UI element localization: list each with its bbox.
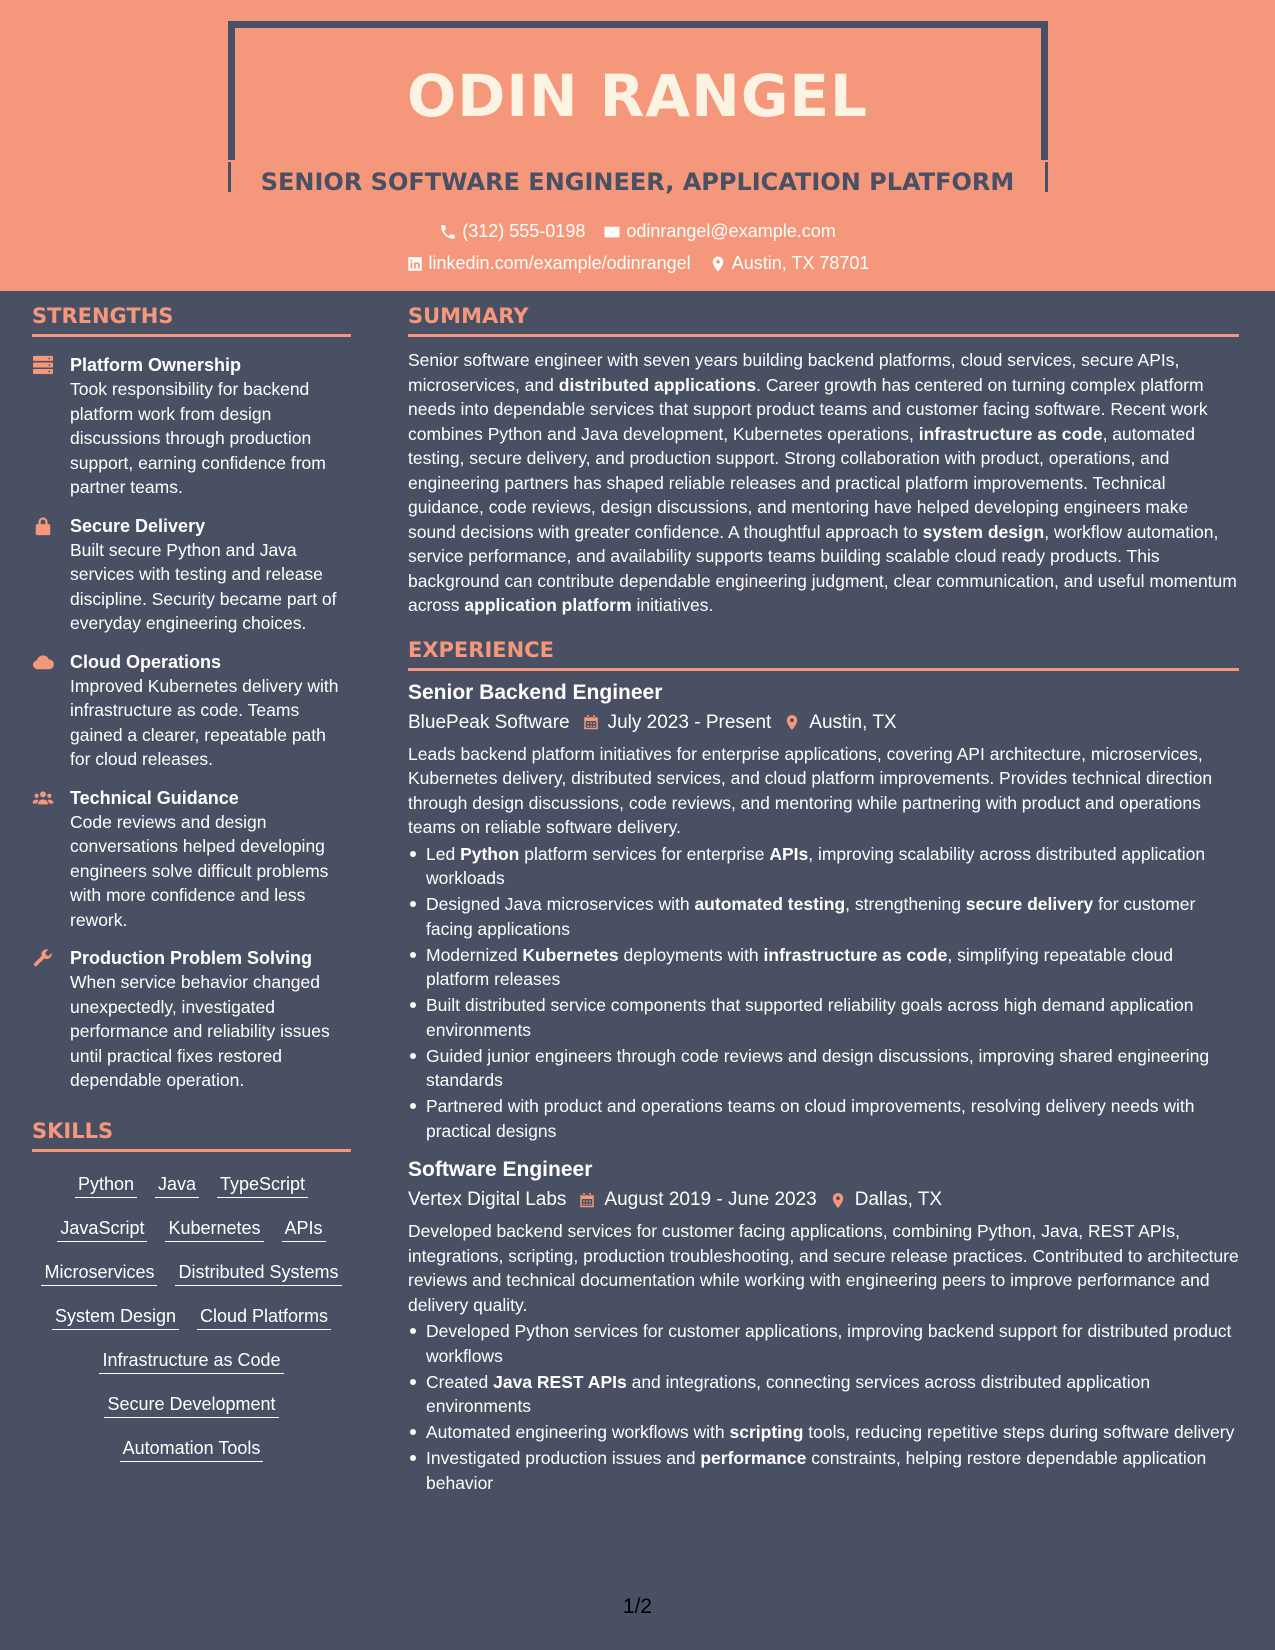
- map-pin-icon: [779, 713, 801, 732]
- summary-text: [408, 348, 1239, 618]
- skill-row: [32, 1260, 351, 1286]
- text-segment: . Career growth has centered on turning complex platform needs into dependable services that support product teams and customer facing software. Recent work combines Python and Java development, Kubernetes operations,: [408, 374, 1208, 444]
- strength-text: Built secure Python and Java services with testing and release discipline. Security became part of everyday engineering choices.: [70, 539, 337, 633]
- calendar-icon: [574, 1191, 596, 1210]
- skill-tag: Java: [155, 1172, 199, 1198]
- bold-text: infrastructure as code: [763, 944, 948, 965]
- skill-tag: Microservices: [41, 1260, 157, 1286]
- bold-text: Python: [460, 843, 520, 864]
- text-segment: platform services for enterprise: [519, 843, 770, 864]
- text-segment: Created: [426, 1371, 494, 1392]
- linkedin-contact[interactable]: [406, 253, 691, 274]
- strength-body: [70, 650, 351, 772]
- strength-body: [70, 514, 351, 636]
- location-contact: [709, 253, 870, 274]
- job-entry: [408, 680, 1239, 1144]
- skill-tag: Distributed Systems: [175, 1260, 341, 1286]
- email-text: odinrangel@example.com: [626, 221, 836, 241]
- linkedin-text: linkedin.com/example/odinrangel: [428, 253, 691, 273]
- text-segment: Automated engineering workflows with: [426, 1422, 730, 1442]
- phone-contact[interactable]: [439, 221, 585, 242]
- text-segment: tools, reducing repetitive steps during software delivery: [803, 1422, 1235, 1442]
- phone-text: (312) 555-0198: [462, 221, 586, 241]
- envelope-icon: [603, 223, 621, 241]
- email-contact[interactable]: [603, 221, 835, 242]
- strength-title: Platform Ownership: [70, 355, 242, 375]
- map-pin-icon: [825, 1191, 847, 1210]
- text-segment: and integrations, connecting services across distributed application environments: [426, 1371, 1151, 1416]
- text-segment: , improving scalability across distributed application workloads: [426, 843, 1206, 888]
- location-text: Austin, TX 78701: [731, 253, 870, 273]
- skill-tag: APIs: [282, 1216, 326, 1242]
- left-column: [32, 304, 351, 1480]
- job-role-title: Senior Backend Engineer: [408, 680, 663, 704]
- candidate-name: ODIN RANGEL: [406, 62, 869, 130]
- job-description: Leads backend platform initiatives for enterprise applications, covering API architecture, microservices, Kubernetes delivery, distributed services, and cloud platform improvements. Provides technical direction through design discussions, code reviews, and mentoring while partnering with product and operations teams on reliable software delivery.: [408, 743, 1213, 837]
- job-meta: [408, 712, 1239, 734]
- bullet-item: [408, 1370, 1239, 1419]
- bullet-item: [408, 1094, 1239, 1143]
- bold-text: system design: [922, 521, 1045, 542]
- skill-row: [32, 1436, 351, 1462]
- skill-tag: Cloud Platforms: [197, 1304, 331, 1330]
- job-description: Developed backend services for customer facing applications, combining Python, Java, REST APIs, integrations, scripting, production troubleshooting, and secure release practices. Contributed to architecture reviews and technical documentation while working with engineering peers to improve performance and delivery quality.: [408, 1221, 1239, 1315]
- skill-tag: Automation Tools: [120, 1436, 264, 1462]
- text-segment: Developed Python services for customer applications, improving backend support for distributed product workflows: [426, 1321, 1232, 1366]
- strength-title: Cloud Operations: [70, 651, 222, 672]
- map-pin-icon: [709, 255, 727, 273]
- skill-tag: Secure Development: [104, 1392, 278, 1418]
- calendar-icon: [578, 713, 600, 732]
- strength-text: When service behavior changed unexpectedly, investigated performance and reliability issues until practical fixes restored dependable operation.: [70, 972, 330, 1090]
- text-segment: Guided junior engineers through code reviews and design discussions, improving shared engineering standards: [426, 1045, 1210, 1090]
- bold-text: automated testing: [694, 894, 846, 914]
- server-icon: [32, 353, 70, 500]
- text-segment: Senior software engineer with seven years building backend platforms, cloud services, secure APIs, microservices, and: [408, 350, 1180, 395]
- job-bullets: [408, 1319, 1239, 1495]
- bullet-item: [408, 1044, 1239, 1093]
- bullet-item: [408, 993, 1239, 1042]
- skill-tag: Infrastructure as Code: [99, 1348, 283, 1374]
- cloud-icon: [32, 650, 70, 772]
- skill-tag: System Design: [52, 1304, 179, 1330]
- contact-row-2: [0, 253, 1275, 274]
- job-bullets: [408, 842, 1239, 1144]
- strength-item: [32, 786, 351, 933]
- bold-text: application platform: [464, 595, 632, 615]
- experience-list: [408, 680, 1239, 1496]
- bullet-item: [408, 892, 1239, 941]
- skill-tag: Python: [75, 1172, 137, 1198]
- strength-body: [70, 353, 351, 500]
- bullet-item: [408, 1319, 1239, 1368]
- text-segment: initiatives.: [631, 595, 714, 615]
- bold-text: APIs: [769, 843, 809, 864]
- job-role-title: Software Engineer: [408, 1158, 593, 1181]
- strength-item: [32, 353, 351, 500]
- job-dates: August 2019 - June 2023: [604, 1189, 817, 1210]
- header-band: [0, 0, 1275, 291]
- lock-icon: [32, 514, 70, 636]
- strength-item: [32, 514, 351, 636]
- strength-title: Secure Delivery: [70, 515, 206, 536]
- text-segment: Led: [426, 843, 461, 864]
- bold-text: secure delivery: [965, 894, 1094, 914]
- text-segment: Modernized: [426, 944, 523, 965]
- text-segment: deployments with: [618, 944, 764, 965]
- bold-text: scripting: [729, 1422, 804, 1442]
- phone-icon: [439, 223, 457, 241]
- job-company: BluePeak Software: [408, 711, 570, 733]
- bold-text: distributed applications: [558, 374, 757, 395]
- job-entry: [408, 1157, 1239, 1495]
- strength-text: Improved Kubernetes delivery with infrastructure as code. Teams gained a clearer, repeatable path for cloud releases.: [70, 675, 339, 769]
- job-title-heading: SENIOR SOFTWARE ENGINEER, APPLICATION PLATFORM: [260, 168, 1015, 196]
- page-number: 1/2: [622, 1595, 653, 1618]
- text-segment: Investigated production issues and: [426, 1448, 701, 1468]
- text-segment: Designed Java microservices with: [426, 894, 695, 914]
- skills-heading: SKILLS: [32, 1119, 351, 1152]
- bold-text: infrastructure as code: [918, 423, 1103, 444]
- summary-heading: SUMMARY: [408, 304, 1239, 337]
- skill-row: [32, 1172, 351, 1198]
- skill-row: [32, 1216, 351, 1242]
- bullet-item: [408, 1420, 1239, 1445]
- job-dates: July 2023 - Present: [607, 711, 772, 733]
- strengths-list: [32, 353, 351, 1093]
- skill-tag: TypeScript: [217, 1172, 308, 1198]
- job-meta: [408, 1189, 1239, 1211]
- skill-row: [32, 1304, 351, 1330]
- text-segment: for customer facing applications: [426, 894, 1196, 939]
- skill-row: [32, 1392, 351, 1418]
- job-company: Vertex Digital Labs: [408, 1189, 567, 1210]
- text-segment: , simplifying repeatable cloud platform releases: [426, 944, 1174, 989]
- job-location: Austin, TX: [809, 711, 897, 733]
- text-segment: , strengthening: [845, 894, 966, 914]
- strength-item: [32, 946, 351, 1093]
- wrench-icon: [32, 946, 70, 1093]
- right-column: [408, 304, 1239, 1497]
- bullet-item: [408, 943, 1239, 992]
- linkedin-icon: [406, 255, 424, 273]
- strength-text: Took responsibility for backend platform work from design discussions through production support, earning confidence from partner teams.: [70, 379, 326, 497]
- experience-heading: EXPERIENCE: [408, 638, 1239, 671]
- strength-text: Code reviews and design conversations helped developing engineers solve difficult problems with more confidence and less rework.: [70, 811, 329, 930]
- bullet-item: [408, 1446, 1239, 1495]
- text-segment: Built distributed service components that supported reliability goals across high demand application environments: [426, 995, 1194, 1040]
- strength-title: Production Problem Solving: [70, 948, 313, 968]
- bold-text: Java REST APIs: [493, 1371, 627, 1392]
- skill-tag: JavaScript: [57, 1216, 147, 1242]
- skill-row: [32, 1348, 351, 1374]
- strength-body: [70, 946, 351, 1093]
- bold-text: Kubernetes: [522, 944, 619, 965]
- bold-text: performance: [700, 1448, 807, 1468]
- strength-body: [70, 786, 351, 933]
- strength-title: Technical Guidance: [70, 787, 239, 808]
- contact-row-1: [0, 221, 1275, 242]
- skills-list: [32, 1172, 351, 1462]
- text-segment: , workflow automation, service performance, and availability supports teams building scalable cloud ready products. This background can contribute dependable engineering judgment, clear communication, and useful momentum across: [408, 521, 1237, 615]
- job-location: Dallas, TX: [854, 1189, 943, 1210]
- text-segment: constraints, helping restore dependable application behavior: [426, 1448, 1207, 1493]
- bullet-item: [408, 842, 1239, 891]
- strengths-heading: STRENGTHS: [32, 304, 351, 337]
- users-icon: [32, 786, 70, 933]
- skill-tag: Kubernetes: [165, 1216, 263, 1242]
- text-segment: , automated testing, secure delivery, and production support. Strong collaboration with product, operations, and engineering partners has shaped reliable releases and practical platform improvements. Technical guidance, code reviews, design discussions, and mentoring have helped developing engineers make sound decisions with greater confidence. A thoughtful approach to: [408, 423, 1195, 542]
- strength-item: [32, 650, 351, 772]
- text-segment: Partnered with product and operations teams on cloud improvements, resolving delivery needs with practical designs: [426, 1096, 1195, 1141]
